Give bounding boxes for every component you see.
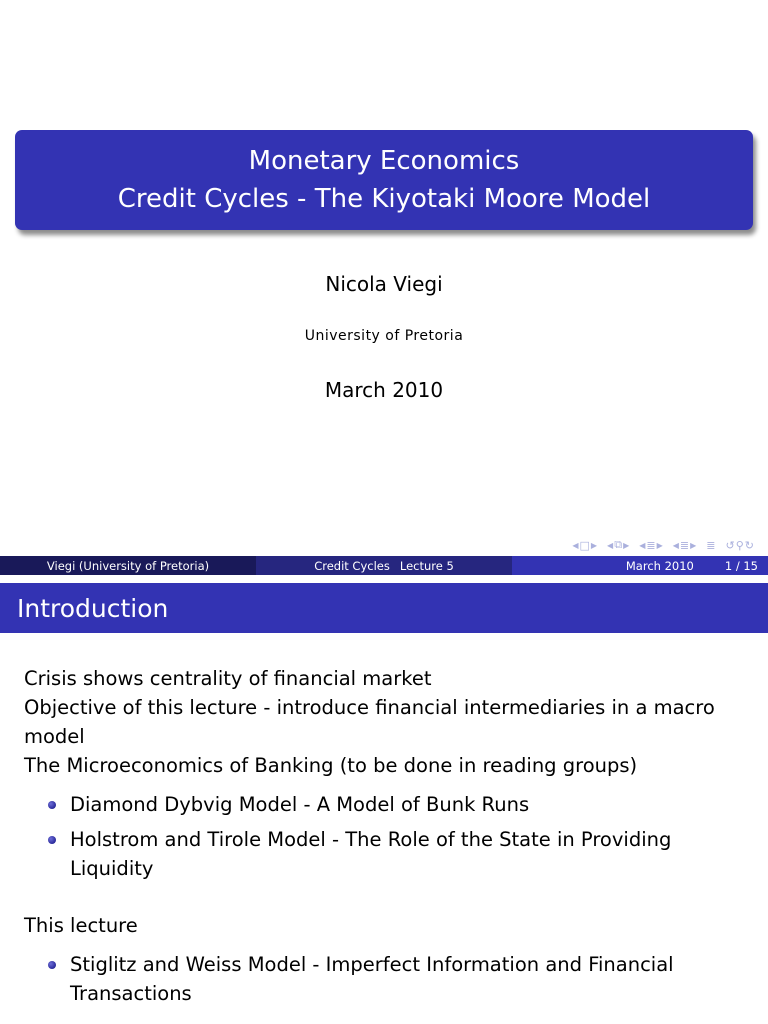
footer-author-text: Viegi (University of Pretoria) <box>46 558 210 573</box>
bullet-list <box>24 790 724 883</box>
frame-title-text: Introduction <box>17 593 169 623</box>
list-icon[interactable]: ≣ <box>679 538 690 552</box>
list-icon[interactable]: ≣ <box>706 538 716 552</box>
bullet-icon <box>48 836 56 844</box>
beamer-navigation <box>572 538 760 552</box>
nav-doc[interactable] <box>706 539 715 552</box>
footer-title <box>256 556 512 575</box>
presentation-subtitle: Credit Cycles - The Kiyotaki Moore Model <box>117 184 651 214</box>
arrow-left-icon[interactable]: ◀ <box>572 540 579 550</box>
author-name: Nicola Viegi <box>325 272 443 296</box>
list-icon[interactable]: ≣ <box>646 538 656 552</box>
institution: University of Pretoria <box>304 328 464 344</box>
list-item: Diamond Dybvig Model - A Model of Bunk Runs <box>24 790 724 819</box>
title-box <box>15 130 753 230</box>
nav-search[interactable] <box>726 539 755 552</box>
list-item: Stiglitz and Weiss Model - Imperfect Information and Financial Transactions <box>24 950 724 1008</box>
presentation-title: Monetary Economics <box>248 146 520 176</box>
footer-date: March 2010 <box>625 558 694 573</box>
arrow-left-icon[interactable]: ◀ <box>607 540 614 550</box>
arrow-right-icon[interactable]: ▶ <box>690 540 697 550</box>
nav-subsection[interactable] <box>607 538 629 552</box>
presentation-date: March 2010 <box>324 378 444 402</box>
arrow-left-icon[interactable]: ◀ <box>672 540 679 550</box>
stack-icon[interactable]: ⧉ <box>614 538 623 551</box>
footer-title-b: Lecture 5 <box>399 558 454 573</box>
redo-icon[interactable]: ↻ <box>744 538 754 552</box>
undo-icon[interactable]: ↺ <box>725 538 735 552</box>
paragraph: The Microeconomics of Banking (to be done in reading groups) <box>24 754 638 777</box>
page-number: 1 / 15 <box>724 558 758 573</box>
search-icon[interactable]: ⚲ <box>735 538 744 552</box>
list-item: Holstrom and Tirole Model - The Role of the State in Providing Liquidity <box>24 825 724 883</box>
paragraph: Crisis shows centrality of financial market <box>24 667 432 690</box>
nav-section[interactable] <box>639 539 663 552</box>
bullet-icon <box>48 801 56 809</box>
arrow-right-icon[interactable]: ▶ <box>623 540 630 550</box>
bullet-icon <box>48 961 56 969</box>
slide-content <box>24 664 724 1014</box>
arrow-right-icon[interactable]: ▶ <box>590 540 598 550</box>
slide-footer <box>0 556 768 575</box>
arrow-right-icon[interactable]: ▶ <box>656 540 663 550</box>
footer-author <box>0 556 256 575</box>
footer-date-page <box>512 556 768 575</box>
nav-part[interactable] <box>673 539 697 552</box>
paragraph: This lecture <box>24 914 138 937</box>
arrow-left-icon[interactable]: ◀ <box>639 540 646 550</box>
frame-title <box>0 583 768 633</box>
frame-icon[interactable]: □ <box>579 538 590 552</box>
bullet-list <box>24 950 724 1008</box>
paragraph: Objective of this lecture - introduce financial intermediaries in a macro model <box>24 696 715 748</box>
footer-title-a: Credit Cycles <box>314 558 390 573</box>
nav-frame[interactable] <box>572 539 597 552</box>
